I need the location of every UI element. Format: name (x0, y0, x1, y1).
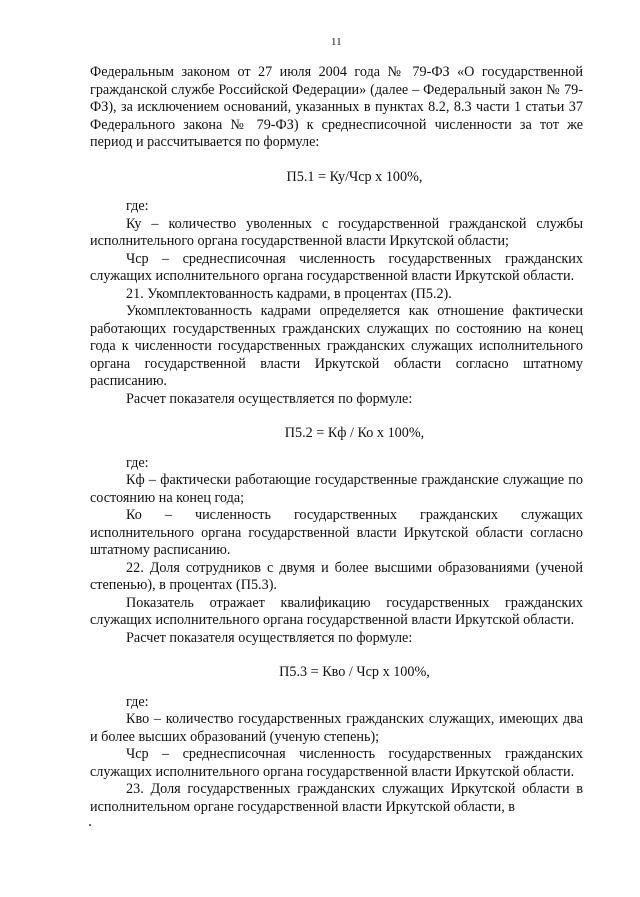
item-22-description: Показатель отражает квалификацию государственных гражданских служащих исполнительного органа государственной власти Иркутской области. (90, 594, 583, 628)
where-label: где: (126, 693, 149, 710)
definition-kf: Кф – фактически работающие государственные гражданские служащие по состоянию на конец года; (90, 472, 583, 506)
definition-chsr: Чср – среднесписочная численность государственных гражданских служащих исполнительного органа государственной власти Иркутской области. (90, 746, 583, 780)
definition-ku: Ку – количество уволенных с государственной гражданской службы исполнительного органа государственной власти Иркутской области; (90, 215, 583, 249)
where-label: где: (126, 454, 149, 471)
formula-p5-3: П5.3 = Кво / Чср х 100%, (279, 664, 430, 680)
definition-chsr: Чср – среднесписочная численность государственных гражданских служащих исполнительного органа государственной власти Иркутской области. (90, 250, 583, 284)
scan-speck (89, 824, 91, 826)
calculation-note: Расчет показателя осуществляется по формуле: (126, 629, 413, 646)
formula-p5-2: П5.2 = Кф / Ко х 100%, (284, 425, 425, 441)
page-number: 11 (331, 36, 342, 48)
item-21-description: Укомплектованность кадрами определяется как отношение фактически работающих государственных гражданских служащих по состоянию на конец года к численности государственных гражданских служащих исполнительного органа государственной власти Иркутской области согласно штатному расписанию. (90, 303, 583, 389)
item-23-heading: 23. Доля государственных гражданских служащих Иркутской области в исполнительном органе государственной власти Иркутской области, в (90, 781, 583, 815)
paragraph-intro: Федеральным законом от 27 июля 2004 года № 79-ФЗ «О государственной гражданской службе Российской Федерации» (далее – Федеральный закон № 79-ФЗ), за исключением оснований, указанных в пунктах 8.2, 8.3 части 1 статьи 37 Федерального закона № 79-ФЗ) к среднесписочной численности за тот же период и рассчитывается по формуле: (90, 64, 583, 150)
document-body (90, 64, 583, 816)
formula-p5-1: П5.1 = Ку/Чср х 100%, (286, 168, 423, 185)
calculation-note: Расчет показателя осуществляется по формуле: (126, 390, 413, 407)
item-21-heading: 21. Укомплектованность кадрами, в процентах (П5.2). (126, 285, 452, 302)
item-22-heading: 22. Доля сотрудников с двумя и более высшими образованиями (ученой степенью), в процентах (П5.3). (90, 559, 583, 593)
definition-kvo: Кво – количество государственных гражданских служащих, имеющих два и более высших образований (ученую степень); (90, 711, 583, 745)
where-label: где: (126, 198, 149, 214)
definition-ko: Ко – численность государственных гражданских служащих исполнительного органа государственной власти Иркутской области согласно штатному расписанию. (90, 507, 583, 558)
